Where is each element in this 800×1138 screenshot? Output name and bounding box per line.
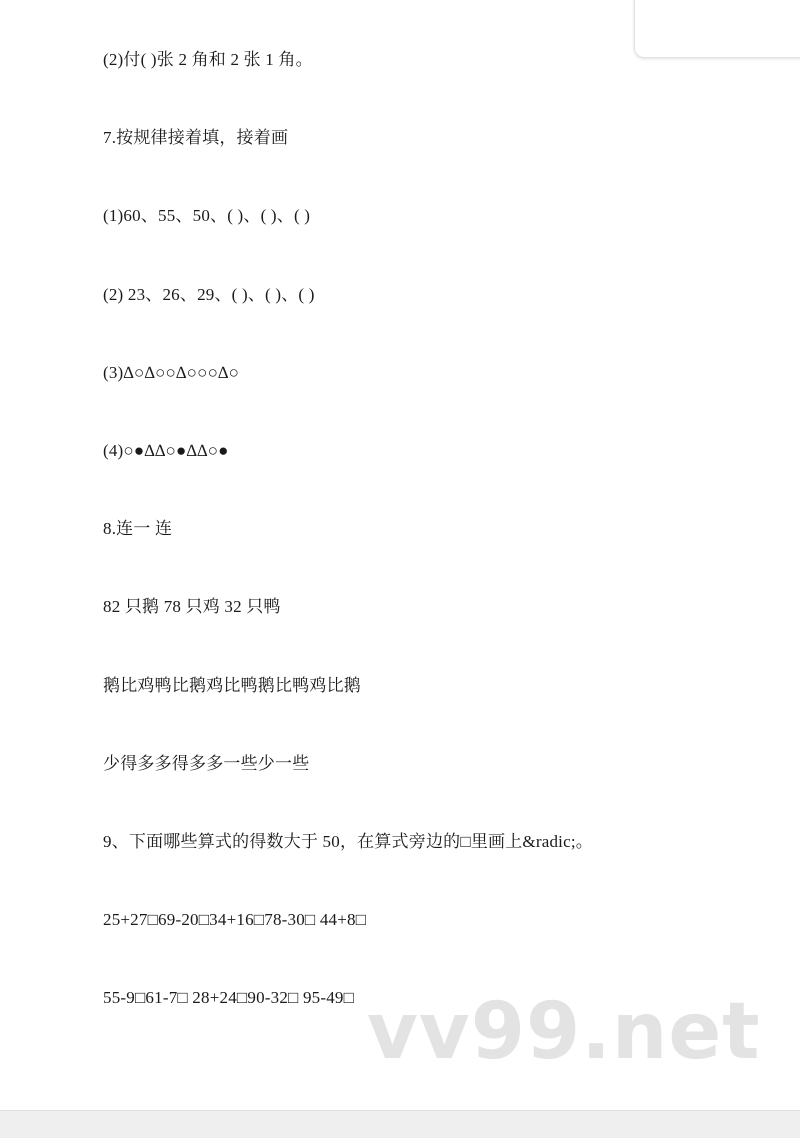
question-9-row-2: 55-9□61-7□ 28+24□90-32□ 95-49□ (103, 988, 355, 1007)
corner-panel-tab[interactable] (634, 0, 800, 58)
question-7-title: 7.按规律接着填，接着画 (103, 128, 289, 147)
question-8-animals: 82 只鹅 78 只鸡 32 只鸭 (103, 597, 281, 616)
question-9-title: 9、下面哪些算式的得数大于 50，在算式旁边的□里画上&radic;。 (103, 832, 593, 851)
question-7-item-4: (4)○●∆∆○●∆∆○● (103, 441, 229, 460)
bottom-scroll-bar[interactable] (0, 1110, 800, 1138)
question-9-row-1: 25+27□69-20□34+16□78-30□ 44+8□ (103, 910, 367, 929)
watermark: vv99.net (367, 987, 761, 1077)
question-7-item-3: (3)∆○∆○○∆○○○∆○ (103, 363, 240, 382)
question-8-comparisons: 鹅比鸡鸭比鹅鸡比鸭鹅比鸭鸡比鹅 (103, 676, 361, 695)
question-7-item-1: (1)60、55、50、( )、( )、( ) (103, 206, 311, 225)
question-6-item-2: (2)付( )张 2 角和 2 张 1 角。 (103, 50, 313, 69)
question-8-quantities: 少得多多得多多一些少一些 (103, 754, 310, 773)
question-7-item-2: (2) 23、26、29、( )、( )、( ) (103, 285, 315, 304)
question-8-title: 8.连一 连 (103, 519, 173, 538)
